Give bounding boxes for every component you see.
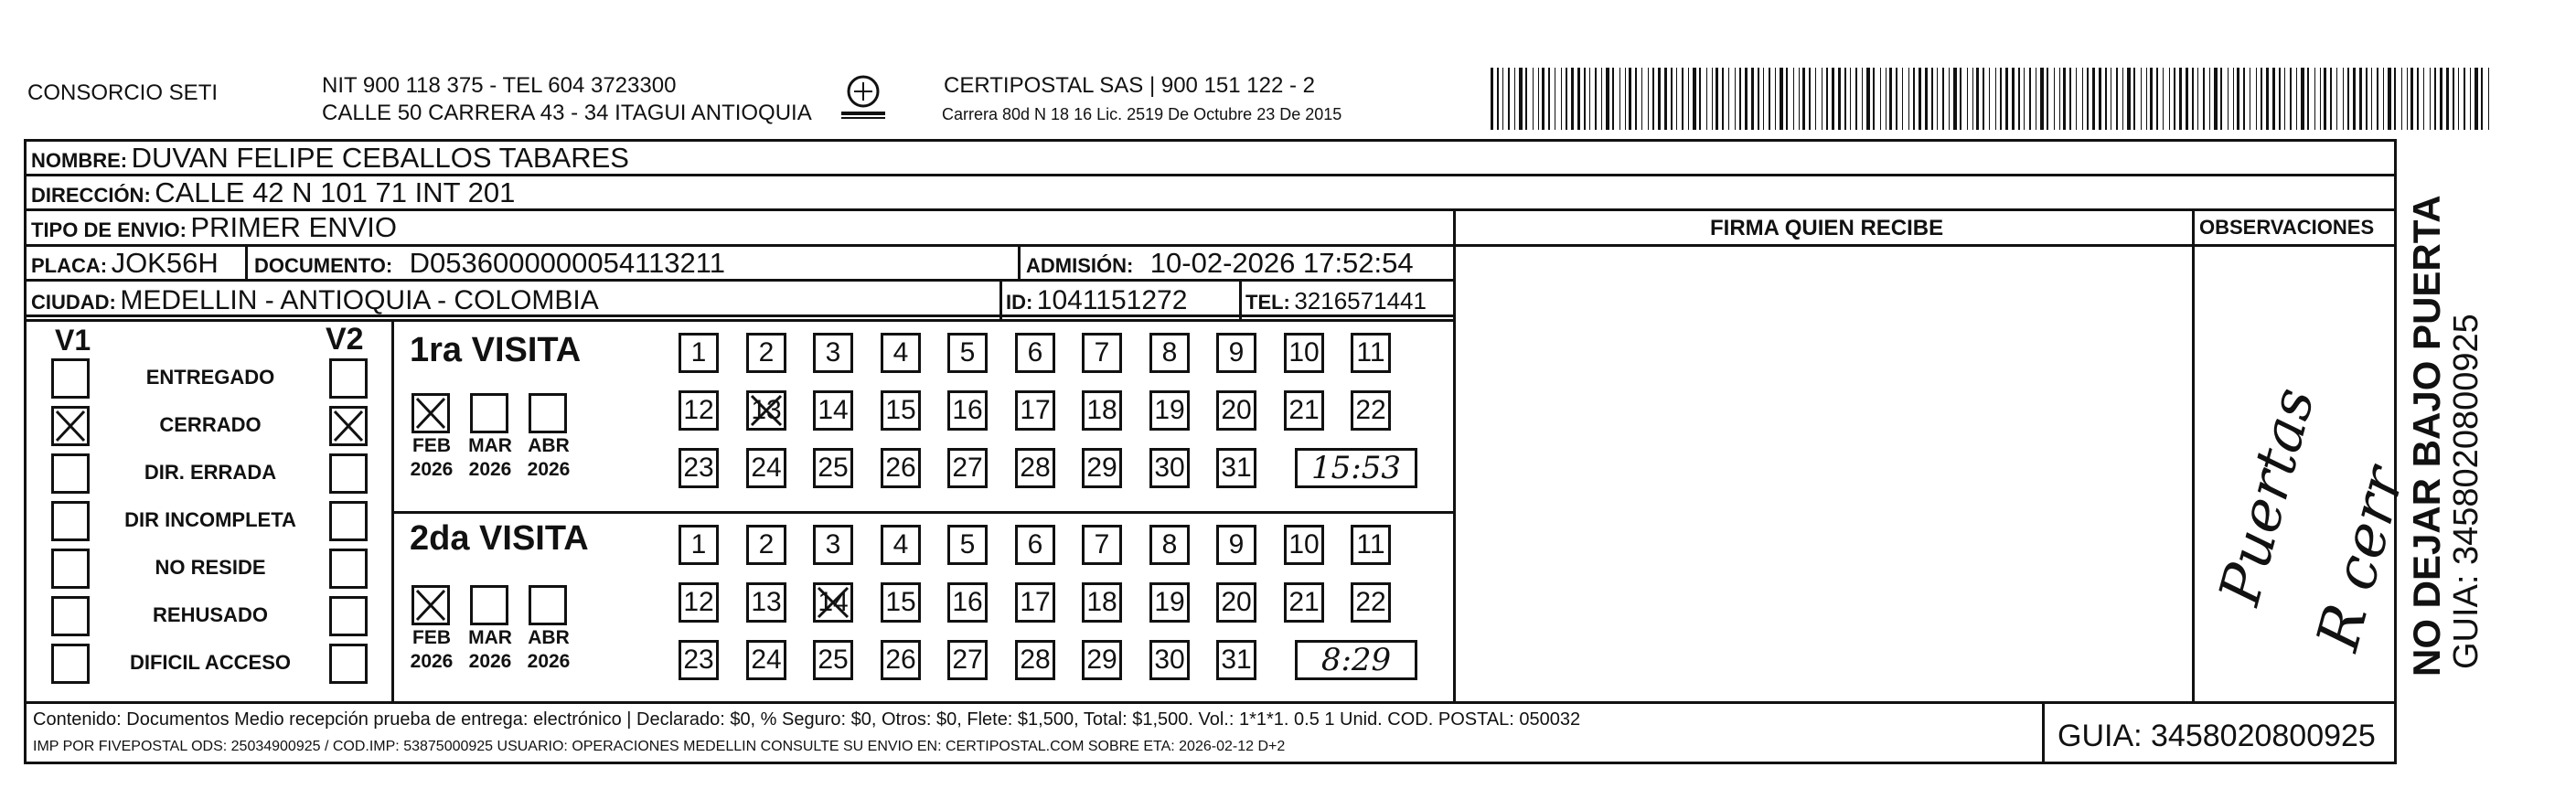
day-box[interactable]: 12 — [679, 390, 719, 431]
tel-value: 3216571441 — [1294, 287, 1427, 314]
day-box[interactable]: 16 — [947, 582, 988, 623]
status-v2-checkbox[interactable] — [329, 644, 368, 684]
address-line: CALLE 50 CARRERA 43 - 34 ITAGUI ANTIOQUIA — [322, 101, 812, 125]
company-name: CONSORCIO SETI — [27, 80, 219, 105]
nombre-label: NOMBRE: — [31, 149, 128, 172]
status-v2-checkbox[interactable] — [329, 549, 368, 589]
certipostal-address: Carrera 80d N 18 16 Lic. 2519 De Octubre 23 De 2015 — [942, 105, 1342, 123]
day-box[interactable]: 31 — [1216, 448, 1256, 488]
year-label: 2026 — [410, 651, 454, 672]
day-box[interactable]: 22 — [1351, 582, 1391, 623]
day-box[interactable]: 27 — [947, 640, 988, 680]
day-box[interactable]: 15 — [881, 390, 921, 431]
day-box[interactable]: 19 — [1149, 390, 1190, 431]
day-box[interactable]: 7 — [1082, 525, 1122, 565]
status-label: CERRADO — [159, 413, 262, 436]
day-box[interactable]: 31 — [1216, 640, 1256, 680]
status-v2-checkbox[interactable] — [329, 453, 368, 494]
month-label: MAR — [468, 435, 512, 456]
day-box[interactable]: 20 — [1216, 582, 1256, 623]
day-box[interactable]: 2 — [746, 333, 786, 373]
side-guia: GUIA: 3458020800925 — [2447, 314, 2485, 669]
day-box[interactable]: 4 — [881, 333, 921, 373]
v2-label: V2 — [326, 322, 364, 357]
status-label: NO RESIDE — [155, 556, 266, 579]
day-box[interactable]: 16 — [947, 390, 988, 431]
handwritten-observation-2: R cerr — [2304, 460, 2419, 658]
documento-label: DOCUMENTO: — [254, 254, 393, 277]
day-box[interactable]: 24 — [746, 640, 786, 680]
side-warning: NO DEJAR BAJO PUERTA — [2405, 195, 2448, 677]
month-label: FEB — [412, 627, 451, 648]
day-box[interactable]: 5 — [947, 525, 988, 565]
ciudad-value: MEDELLIN - ANTIOQUIA - COLOMBIA — [120, 285, 599, 315]
day-box[interactable]: 10 — [1284, 333, 1324, 373]
year-label: 2026 — [527, 651, 571, 672]
day-box[interactable]: 7 — [1082, 333, 1122, 373]
day-box[interactable]: 6 — [1015, 525, 1055, 565]
contenido-line: Contenido: Documentos Medio recepción prueba de entrega: electrónico | Declarado: $0, % Seguro: $0, Otros: $0, Flete: $1,500, Total: $1,500. Vol.: 1*1*1. 0.5 1 Unid. COD. POSTAL: 050032 — [33, 709, 1581, 730]
month-checkbox[interactable] — [529, 393, 567, 433]
status-v2-checkbox[interactable] — [329, 501, 368, 541]
month-label: FEB — [412, 435, 451, 456]
day-box[interactable]: 11 — [1351, 333, 1391, 373]
certipostal-logo-icon — [836, 71, 891, 123]
documento-value: D0536000000054113211 — [409, 247, 725, 279]
day-box[interactable]: 17 — [1015, 582, 1055, 623]
placa-label: PLACA: — [31, 254, 108, 277]
day-box[interactable]: 18 — [1082, 390, 1122, 431]
day-box[interactable]: 30 — [1149, 448, 1190, 488]
month-label: ABR — [528, 627, 570, 648]
status-label: DIR. ERRADA — [144, 461, 277, 484]
day-box[interactable]: 15 — [881, 582, 921, 623]
day-box[interactable]: 9 — [1216, 333, 1256, 373]
day-box[interactable]: 3 — [813, 333, 853, 373]
day-box[interactable]: 22 — [1351, 390, 1391, 431]
day-box[interactable]: 10 — [1284, 525, 1324, 565]
firma-header: FIRMA QUIEN RECIBE — [1710, 216, 1944, 240]
day-box[interactable]: 1 — [679, 525, 719, 565]
id-label: ID: — [1006, 291, 1033, 314]
status-label: ENTREGADO — [145, 366, 275, 389]
day-box[interactable]: 14 — [813, 390, 853, 431]
day-box[interactable]: 26 — [881, 448, 921, 488]
month-checkbox[interactable] — [412, 585, 450, 625]
status-label: DIFICIL ACCESO — [129, 651, 291, 674]
year-label: 2026 — [527, 459, 571, 480]
v1-label: V1 — [55, 324, 91, 357]
year-label: 2026 — [468, 651, 512, 672]
day-box[interactable]: 8 — [1149, 525, 1190, 565]
day-box[interactable]: 6 — [1015, 333, 1055, 373]
day-box[interactable]: 30 — [1149, 640, 1190, 680]
day-box[interactable]: 11 — [1351, 525, 1391, 565]
handwritten-observation-1: Puertas — [2206, 380, 2328, 612]
nit-line: NIT 900 118 375 - TEL 604 3723300 — [322, 73, 677, 98]
day-box[interactable]: 9 — [1216, 525, 1256, 565]
observaciones-header: OBSERVACIONES — [2199, 216, 2375, 239]
visita1-title: 1ra VISITA — [410, 331, 582, 369]
day-box[interactable]: 14 — [813, 582, 853, 623]
day-box[interactable]: 12 — [679, 582, 719, 623]
visita2-title: 2da VISITA — [410, 519, 589, 558]
nombre-value: DUVAN FELIPE CEBALLOS TABARES — [131, 142, 629, 174]
day-box[interactable]: 26 — [881, 640, 921, 680]
day-box[interactable]: 25 — [813, 640, 853, 680]
month-label: MAR — [468, 627, 512, 648]
barcode — [1491, 68, 2496, 130]
day-box[interactable]: 29 — [1082, 448, 1122, 488]
day-box[interactable]: 3 — [813, 525, 853, 565]
day-box[interactable]: 29 — [1082, 640, 1122, 680]
day-box[interactable]: 2 — [746, 525, 786, 565]
status-v2-checkbox[interactable] — [329, 358, 368, 399]
month-checkbox[interactable] — [470, 393, 508, 433]
day-box[interactable]: 13 — [746, 390, 786, 431]
year-label: 2026 — [410, 459, 454, 480]
day-box[interactable]: 13 — [746, 582, 786, 623]
month-label: ABR — [528, 435, 570, 456]
tel-label: TEL: — [1245, 291, 1290, 314]
year-label: 2026 — [468, 459, 512, 480]
month-checkbox[interactable] — [412, 393, 450, 433]
day-box[interactable]: 5 — [947, 333, 988, 373]
impresion-line: IMP POR FIVEPOSTAL ODS: 25034900925 / COD.IMP: 53875000925 USUARIO: OPERACIONES MEDELLIN CONSULTE SU ENVIO EN: CERTIPOSTAL.COM SOBRE ETA: 2026-02-12 D+2 — [33, 739, 1286, 754]
guia-footer: GUIA: 3458020800925 — [2058, 719, 2376, 753]
day-box[interactable]: 23 — [679, 640, 719, 680]
day-box[interactable]: 28 — [1015, 448, 1055, 488]
status-v2-checkbox[interactable] — [329, 596, 368, 636]
day-box[interactable]: 17 — [1015, 390, 1055, 431]
tipo-envio-label: TIPO DE ENVIO: — [31, 218, 187, 241]
direccion-label: DIRECCIÓN: — [31, 184, 151, 207]
time-box[interactable]: 15:53 — [1295, 448, 1417, 488]
tipo-envio-value: PRIMER ENVIO — [190, 211, 398, 243]
day-box[interactable]: 8 — [1149, 333, 1190, 373]
placa-value: JOK56H — [111, 247, 219, 279]
day-box[interactable]: 21 — [1284, 390, 1324, 431]
day-box[interactable]: 18 — [1082, 582, 1122, 623]
day-box[interactable]: 25 — [813, 448, 853, 488]
direccion-value: CALLE 42 N 101 71 INT 201 — [155, 176, 516, 208]
certipostal-line: CERTIPOSTAL SAS | 900 151 122 - 2 — [944, 73, 1315, 98]
day-box[interactable]: 28 — [1015, 640, 1055, 680]
day-box[interactable]: 24 — [746, 448, 786, 488]
day-box[interactable]: 1 — [679, 333, 719, 373]
time-box[interactable]: 8:29 — [1295, 640, 1417, 680]
ciudad-label: CIUDAD: — [31, 291, 116, 314]
day-box[interactable]: 21 — [1284, 582, 1324, 623]
status-label: DIR INCOMPLETA — [124, 508, 296, 531]
admision-label: ADMISIÓN: — [1026, 254, 1134, 277]
day-box[interactable]: 20 — [1216, 390, 1256, 431]
day-box[interactable]: 19 — [1149, 582, 1190, 623]
day-box[interactable]: 27 — [947, 448, 988, 488]
day-box[interactable]: 4 — [881, 525, 921, 565]
admision-value: 10-02-2026 17:52:54 — [1149, 247, 1414, 279]
status-label: REHUSADO — [153, 603, 268, 626]
status-v2-checkbox[interactable] — [329, 406, 368, 446]
month-checkbox[interactable] — [470, 585, 508, 625]
month-checkbox[interactable] — [529, 585, 567, 625]
day-box[interactable]: 23 — [679, 448, 719, 488]
id-value: 1041151272 — [1036, 285, 1188, 315]
